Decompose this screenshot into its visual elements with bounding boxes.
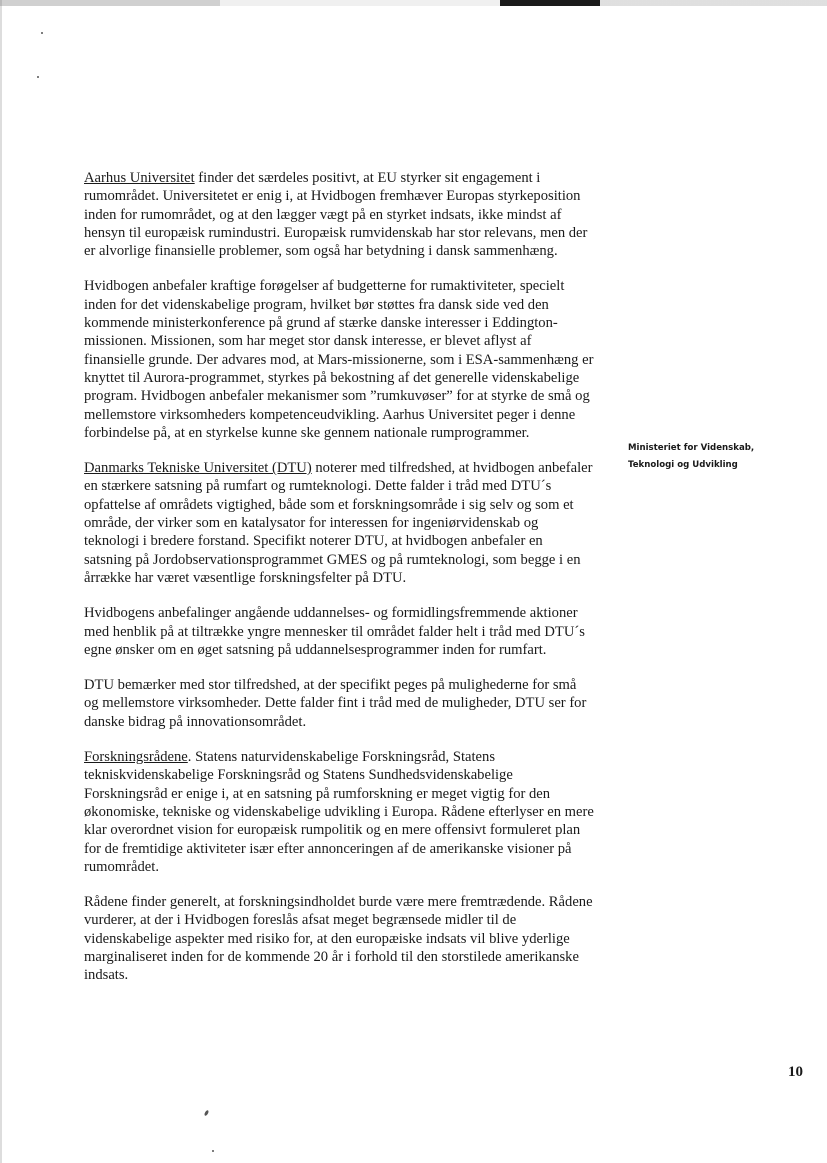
paragraph-budget bbox=[84, 277, 594, 442]
paragraph-sme bbox=[84, 676, 594, 731]
paragraph-research-content bbox=[84, 893, 594, 984]
paragraph-text: Hvidbogens anbefalinger angående uddannelses- og formidlingsfremmende aktioner med henblik på at tiltrække yngre mennesker til området falder helt i tråd med DTU´s egne ønsker om en øget satsning på uddannelsesprogrammer inden for rumfart. bbox=[84, 605, 585, 658]
ministry-name-line1: Ministeriet for Videnskab, bbox=[628, 443, 755, 453]
organization-name: Forskningsrådene bbox=[84, 749, 188, 766]
paragraph-dtu bbox=[84, 459, 594, 587]
scan-speck bbox=[37, 76, 39, 78]
scan-edge-top bbox=[0, 0, 827, 6]
paragraph-text: noterer med tilfredshed, at hvidbogen anbefaler en stærkere satsning på rumfart og rumteknologi. Dette falder i tråd med DTU´s opfattelse af områdets vigtighed, både som et forskningsområde i sig selv og som et område, der virker som en katalysator for interessen for ingeniørvidenskab og teknologi i bredere forstand. Specifikt noterer DTU, at hvidbogen anbefaler en satsning på Jordobservationsprogrammet GMES og på rumteknologi, som begge i en årrække har været væsentlige forskningsfelter på DTU. bbox=[84, 460, 593, 586]
paragraph-councils bbox=[84, 748, 594, 876]
paragraph-text: DTU bemærker med stor tilfredshed, at der specifikt peges på mulighederne for små og mellemstore virksomheder. Dette falder fint i tråd med de muligheder, DTU ser for danske bidrag på innovationsområdet. bbox=[84, 677, 587, 730]
paragraph-text: finder det særdeles positivt, at EU styrker sit engagement i rumområdet. Universitetet er enig i, at Hvidbogen fremhæver Europas styrkeposition inden for rumområdet, og at den lægger vægt på en styrket indsats, ikke mindst af hensyn til europæisk rumindustri. Europæisk rumvidenskab har stor relevans, men der er alvorlige finansielle problemer, som også har betydning i dansk sammenhæng. bbox=[84, 170, 588, 260]
scan-speck bbox=[212, 1150, 214, 1152]
paragraph-text: Hvidbogen anbefaler kraftige forøgelser af budgetterne for rumaktiviteter, specielt inden for det videnskabelige program, hvilket bør støttes fra dansk side ved den kommende ministerkonference på grund af stærke danske interesser i Eddington-missionen. Missionen, som har meget stor dansk interesse, er blevet aflyst af finansielle grunde. Der advares mod, at Mars-missionerne, som i ESA-sammenhæng er knyttet til Aurora-programmet, styrkes på bekostning af det generelle videnskabelige program. Hvidbogen anbefaler mekanismer som ”rumkuvøser” for at styrke de små og mellemstore virksomheders kompetenceudvikling. Aarhus Universitet peger i denne forbindelse på, at en styrkelse kunne ske gennem nationale rumprogrammer. bbox=[84, 278, 594, 441]
ministry-sidenote bbox=[628, 440, 808, 473]
paragraph-aarhus bbox=[84, 169, 594, 260]
paragraph-text: Rådene finder generelt, at forskningsindholdet burde være mere fremtrædende. Rådene vurderer, at der i Hvidbogen foreslås afsat meget begrænsede midler til de videnskabelige aspekter med risiko for, at den europæiske indsats vil blive yderlige marginaliseret inden for de kommende 20 år i forhold til den storstilede amerikanske indsats. bbox=[84, 894, 593, 984]
scan-edge-left bbox=[0, 0, 2, 1163]
paragraph-education bbox=[84, 604, 594, 659]
organization-name: Aarhus Universitet bbox=[84, 170, 195, 186]
scan-speck bbox=[41, 32, 43, 34]
page-number: 10 bbox=[788, 1064, 803, 1080]
ministry-name-line2: Teknologi og Udvikling bbox=[628, 459, 738, 470]
scan-speck bbox=[204, 1110, 210, 1117]
paragraph-text: . Statens naturvidenskabelige Forskningsråd, Statens tekniskvidenskabelige Forskningsråd og Statens Sundhedsvidenskabelige Forskningsråd er enige i, at en satsning på rumforskning er meget vigtig for den økonomiske, tekniske og videnskabelige udvikling i Europa. Rådene efterlyser en mere klar overordnet vision for europæisk rumpolitik og en mere offensivt formuleret plan for de fremtidige aktiviteter især efter annonceringen af de amerikanske visioner på rumområdet. bbox=[84, 749, 594, 875]
document-body bbox=[84, 169, 594, 1002]
organization-name: Danmarks Tekniske Universitet (DTU) bbox=[84, 460, 312, 477]
